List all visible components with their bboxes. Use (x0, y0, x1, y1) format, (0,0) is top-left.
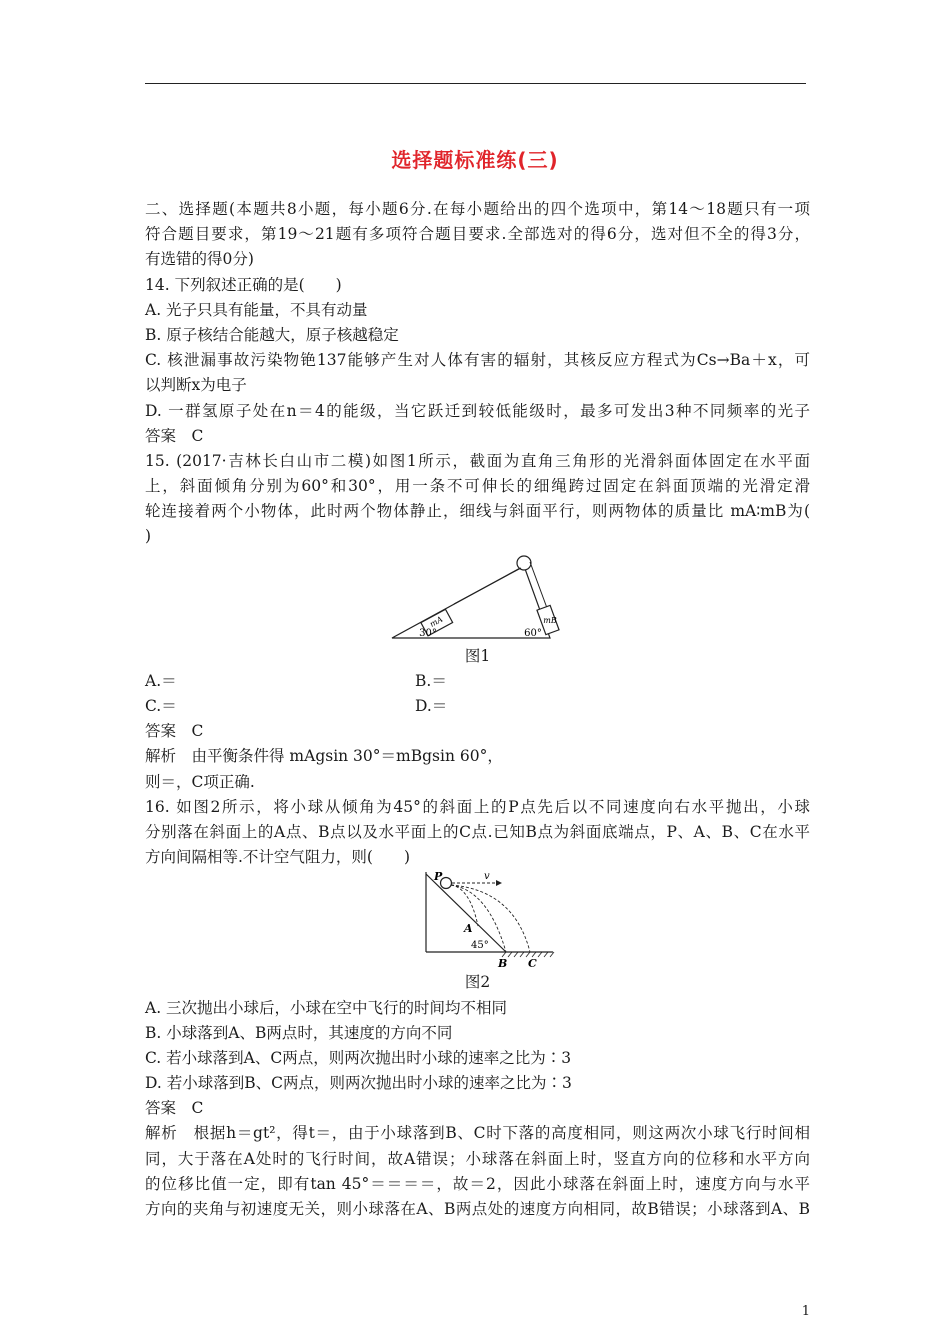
q15-option-c: C.＝ (145, 697, 177, 715)
block-b-label: mB (543, 615, 557, 625)
document-body (145, 197, 810, 1222)
point-a-label: A (463, 922, 473, 936)
angle-60-label: 60° (524, 627, 542, 639)
q16-analysis-line: 解析 根据h＝gt²，得t＝，由于小球落到B、C时下落的高度相同，则这两次小球飞行时间相 (145, 1124, 810, 1143)
velocity-label: v (483, 871, 490, 883)
q14-option-c-cont: 以判断x为电子 (145, 376, 247, 395)
intro-line: 有选错的得0分) (145, 250, 254, 269)
incline-surface (426, 874, 506, 952)
q14-option-a: A. 光子只具有能量，不具有动量 (145, 300, 368, 319)
figure-1 (145, 550, 810, 644)
projectile-incline-diagram (418, 870, 558, 968)
trajectory-a (451, 885, 478, 926)
q14-stem: 14. 下列叙述正确的是( ) (145, 275, 342, 294)
q15-options-row (145, 669, 810, 694)
q16-option-c: C. 若小球落到A、C两点，则两次抛出时小球的速率之比为∶3 (145, 1048, 572, 1067)
intro-line: 符合题目要求，第19～21题有多项符合题目要求.全部选对的得6分，选对但不全的得3分， (145, 225, 810, 244)
q16-analysis-line: 同，大于落在A处时的飞行时间，故A错误；小球落在斜面上时，竖直方向的位移和水平方向 (145, 1149, 810, 1168)
q15-option-d: D.＝ (415, 697, 448, 715)
q15-answer: 答案 C (145, 722, 204, 741)
q16-analysis-line: 的位移比值一定，即有tan 45°＝＝＝＝，故＝2，因此小球落在斜面上时，速度方向与水平 (145, 1174, 810, 1193)
q16-option-a: A. 三次抛出小球后，小球在空中飞行的时间均不相同 (145, 998, 508, 1017)
figure-2 (145, 870, 810, 970)
q15-option-a: A.＝ (145, 671, 177, 690)
rope-right (530, 562, 547, 608)
q14-answer: 答案 C (145, 426, 204, 445)
angle-30-label: 30° (419, 627, 437, 639)
rope-left (454, 568, 521, 604)
q16-stem-line: 16. 如图2所示，将小球从倾角为45°的斜面上的P点先后以不同速度向右水平抛出，小球 (145, 797, 810, 816)
page-title: 选择题标准练(三) (391, 148, 559, 172)
block-a-label: mA (428, 614, 445, 629)
q15-stem-line: 上，斜面倾角分别为60°和30°，用一条不可伸长的细绳跨过固定在斜面顶端的光滑定滑 (145, 477, 810, 496)
q15-stem-line: ) (145, 527, 152, 546)
arrow-head-icon (496, 880, 502, 886)
q14-option-d: D. 一群氢原子处在n＝4的能级，当它跃迁到较低能级时，最多可发出3种不同频率的光子 (145, 401, 810, 420)
q15-option-b: B.＝ (415, 671, 447, 690)
q16-option-b: B. 小球落到A、B两点时，其速度的方向不同 (145, 1023, 453, 1042)
q16-answer: 答案 C (145, 1099, 204, 1118)
figure-2-caption: 图2 (464, 973, 491, 992)
q16-option-d: D. 若小球落到B、C两点，则两次抛出时小球的速率之比为∶3 (145, 1074, 572, 1093)
q14-option-b: B. 原子核结合能越大，原子核越稳定 (145, 325, 399, 344)
q15-analysis-line: 则＝，C项正确. (145, 772, 255, 791)
q16-stem-line: 方向间隔相等.不计空气阻力，则( ) (145, 848, 411, 867)
q15-analysis-line: 解析 由平衡条件得 mAgsin 30°＝mBgsin 60°， (145, 747, 503, 766)
pulley-icon (517, 556, 531, 570)
header-rule (145, 83, 806, 84)
intro-line: 二、选择题(本题共8小题，每小题6分.在每小题给出的四个选项中，第14～18题只有一项 (145, 200, 810, 218)
point-p-label: P (433, 870, 442, 884)
point-c-label: C (527, 957, 537, 969)
q15-stem-line: 轮连接着两个小物体，此时两个物体静止，细线与斜面平行，则两物体的质量比 mA∶mB为( (145, 502, 810, 521)
q14-option-c: C. 核泄漏事故污染物铯137能够产生对人体有害的辐射，其核反应方程式为Cs→Ba＋x，可 (145, 351, 810, 370)
angle-45-label: 45° (470, 940, 489, 952)
q15-options-row (145, 694, 810, 719)
incline-pulley-diagram (390, 550, 565, 642)
point-b-label: B (497, 957, 507, 969)
trajectory-c (451, 885, 530, 952)
q16-analysis-line: 方向的夹角与初速度无关，则小球落在A、B两点处的速度方向相同，故B错误；小球落到A、B (145, 1200, 810, 1218)
figure-1-caption: 图1 (464, 646, 491, 665)
page-number: 1 (801, 1304, 810, 1319)
q15-stem-line: 15. (2017·吉林长白山市二模)如图1所示，截面为直角三角形的光滑斜面体固定在水平面 (145, 451, 810, 470)
q16-stem-line: 分别落在斜面上的A点、B点以及水平面上的C点.已知B点为斜面底端点，P、A、B、C在水平 (145, 822, 810, 841)
